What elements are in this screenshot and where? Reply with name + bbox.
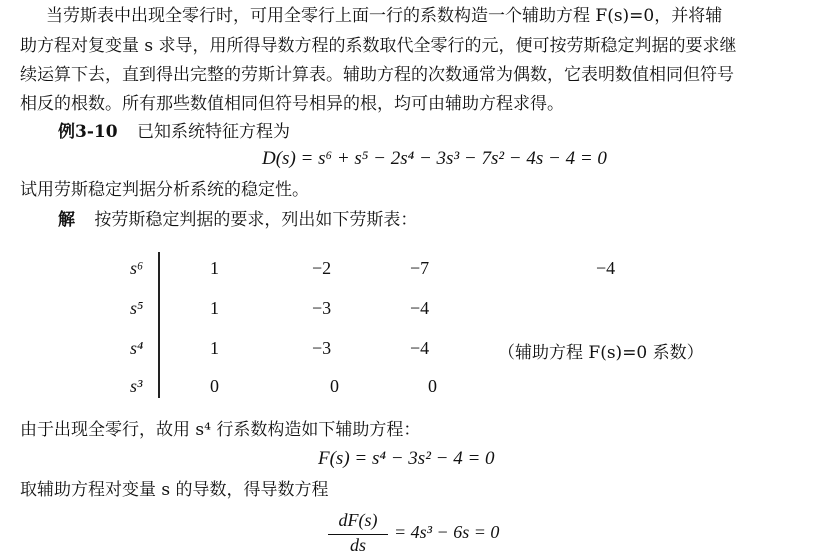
solution-text: 按劳斯稳定判据的要求，列出如下劳斯表： (94, 210, 418, 230)
routh-cell: 0 (210, 376, 219, 396)
paragraph-line-4: 相反的根数。所有那些数值相同但符号相异的根，均可由辅助方程求得。 (20, 94, 564, 114)
routh-cell: −4 (410, 338, 430, 358)
auxiliary-equation: F(s) = s⁴ − 3s² − 4 = 0 (318, 448, 495, 469)
routh-cell: 0 (330, 376, 339, 396)
aux-intro-text: 由于出现全零行，故用 s⁴ 行系数构造如下辅助方程： (20, 420, 421, 440)
routh-cell: −3 (312, 298, 332, 318)
routh-row (130, 258, 750, 288)
routh-power: s³ (130, 376, 143, 396)
routh-cell: 1 (210, 338, 219, 358)
solution-label: 解 (58, 210, 75, 230)
routh-row (130, 298, 750, 328)
derivative-intro-text: 取辅助方程对变量 s 的导数，得导数方程 (20, 480, 329, 500)
example-text: 已知系统特征方程为 (136, 122, 290, 142)
derivative-rhs: = 4s³ − 6s = 0 (394, 522, 500, 542)
example-heading (58, 120, 290, 144)
routh-cell: −2 (312, 258, 332, 278)
routh-power: s⁴ (130, 338, 144, 358)
paragraph-line-2: 助方程对复变量 s 求导，用所得导数方程的系数取代全零行的元，便可按劳斯稳定判据的要求继 (20, 36, 737, 56)
routh-row (130, 376, 750, 406)
routh-cell: 0 (428, 376, 437, 396)
derivative-numerator: dF(s) (338, 510, 378, 530)
routh-cell: −4 (410, 298, 430, 318)
example-label: 例3-10 (58, 122, 118, 142)
paragraph-line-1: 当劳斯表中出现全零行时，可用全零行上面一行的系数构造一个辅助方程 F(s)=0，并将辅 (46, 6, 723, 26)
routh-power: s⁵ (130, 298, 144, 318)
paragraph-line-3: 续运算下去，直到得出完整的劳斯计算表。辅助方程的次数通常为偶数，它表明数值相同但符号 (20, 65, 734, 85)
example-task: 试用劳斯稳定判据分析系统的稳定性。 (20, 180, 309, 200)
routh-cell: −3 (312, 338, 332, 358)
characteristic-equation: D(s) = s⁶ + s⁵ − 2s⁴ − 3s³ − 7s² − 4s − 4 = 0 (262, 148, 607, 169)
routh-row (130, 338, 750, 368)
routh-cell: 1 (210, 258, 219, 278)
derivative-denominator: ds (349, 535, 366, 555)
routh-note: （辅助方程 F(s)=0 系数） (498, 343, 704, 363)
routh-cell: 1 (210, 298, 219, 318)
routh-power: s⁶ (130, 258, 144, 278)
routh-cell: −4 (596, 258, 616, 278)
routh-cell: −7 (410, 258, 430, 278)
solution-heading (58, 208, 417, 232)
